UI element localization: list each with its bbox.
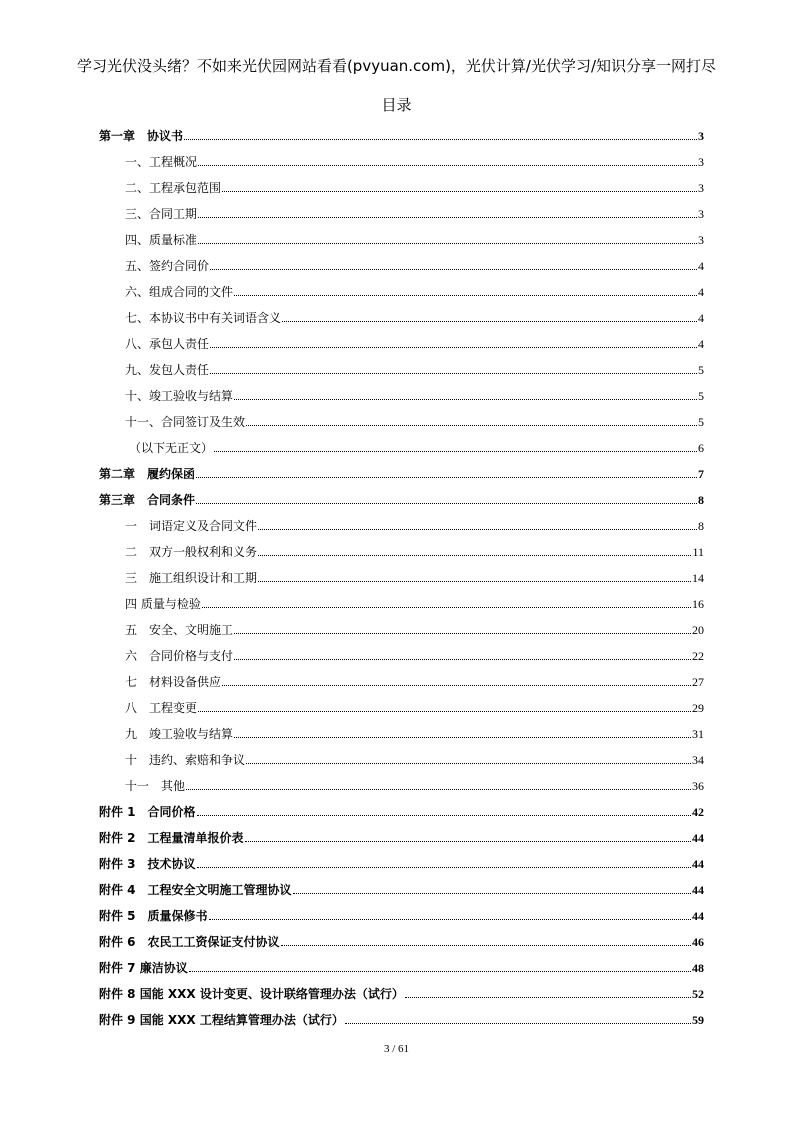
toc-dot-leader	[184, 138, 697, 140]
toc-entry-label: 三 施工组织设计和工期	[125, 571, 258, 585]
toc-entry-page: 48	[692, 961, 704, 975]
toc-entry[interactable]	[99, 559, 704, 585]
toc-dot-leader	[186, 788, 691, 790]
toc-entry-page: 11	[692, 545, 704, 559]
toc-entry-label: 六 合同价格与支付	[125, 649, 234, 663]
toc-entry[interactable]	[99, 611, 704, 637]
toc-entry-label: 七、本协议书中有关词语含义	[125, 311, 282, 325]
toc-dot-leader	[198, 164, 697, 166]
toc-dot-leader	[196, 476, 697, 478]
toc-entry-page: 34	[692, 753, 704, 767]
toc-entry-page: 59	[692, 1013, 704, 1027]
toc-entry-label: 四、质量标准	[125, 233, 198, 247]
toc-entry-label: 十一 其他	[125, 779, 186, 793]
table-of-contents	[99, 117, 704, 1027]
toc-dot-leader	[198, 216, 697, 218]
toc-entry-label: 附件 6 农民工工资保证支付协议	[99, 935, 280, 949]
toc-entry-page: 46	[692, 935, 704, 949]
toc-entry[interactable]	[99, 247, 704, 273]
toc-entry-label: 第一章 协议书	[99, 129, 184, 143]
toc-entry-label: 附件 7 廉洁协议	[99, 961, 188, 975]
toc-entry[interactable]	[99, 923, 704, 949]
toc-entry-page: 14	[692, 571, 704, 585]
toc-dot-leader	[222, 684, 691, 686]
toc-dot-leader	[210, 268, 697, 270]
toc-entry[interactable]	[99, 195, 704, 221]
toc-entry[interactable]	[99, 1001, 704, 1027]
toc-entry-label: 附件 3 技术协议	[99, 857, 196, 871]
toc-entry[interactable]	[99, 273, 704, 299]
toc-entry[interactable]	[99, 481, 704, 507]
toc-entry-page: 4	[698, 259, 704, 273]
toc-entry[interactable]	[99, 897, 704, 923]
toc-entry-page: 4	[698, 337, 704, 351]
toc-entry-page: 42	[692, 805, 704, 819]
toc-dot-leader	[222, 190, 697, 192]
toc-entry[interactable]	[99, 143, 704, 169]
toc-dot-leader	[209, 918, 691, 920]
toc-entry-label: 五、签约合同价	[125, 259, 210, 273]
toc-entry[interactable]	[99, 845, 704, 871]
toc-entry-label: 五 安全、文明施工	[125, 623, 234, 637]
toc-entry-label: 三、合同工期	[125, 207, 198, 221]
toc-dot-leader	[345, 1022, 691, 1024]
toc-entry-page: 5	[698, 389, 704, 403]
toc-entry-page: 22	[692, 649, 704, 663]
toc-entry[interactable]	[99, 221, 704, 247]
toc-entry-label: 十 违约、索赔和争议	[125, 753, 246, 767]
toc-entry-label: 附件 9 国能 XXX 工程结算管理办法（试行）	[99, 1013, 344, 1027]
toc-dot-leader	[197, 814, 691, 816]
toc-entry-page: 4	[698, 285, 704, 299]
toc-entry-page: 36	[692, 779, 704, 793]
toc-entry-page: 7	[698, 467, 704, 481]
toc-entry-label: 六、组成合同的文件	[125, 285, 234, 299]
toc-dot-leader	[189, 970, 691, 972]
toc-dot-leader	[234, 632, 691, 634]
toc-entry-label: 九 竣工验收与结算	[125, 727, 234, 741]
toc-entry-page: 3	[698, 233, 704, 247]
toc-entry[interactable]	[99, 949, 704, 975]
toc-dot-leader	[281, 944, 691, 946]
toc-entry[interactable]	[99, 793, 704, 819]
toc-dot-leader	[210, 372, 697, 374]
toc-dot-leader	[245, 840, 691, 842]
toc-entry-page: 3	[698, 155, 704, 169]
toc-entry-label: 附件 8 国能 XXX 设计变更、设计联络管理办法（试行）	[99, 987, 404, 1001]
toc-entry[interactable]	[99, 715, 704, 741]
toc-entry-label: 一、工程概况	[125, 155, 198, 169]
toc-entry-label: 八 工程变更	[125, 701, 198, 715]
toc-dot-leader	[198, 242, 697, 244]
toc-entry-page: 8	[698, 519, 704, 533]
toc-entry-label: 一 词语定义及合同文件	[125, 519, 258, 533]
toc-entry-label: 十、竣工验收与结算	[125, 389, 234, 403]
toc-dot-leader	[282, 320, 697, 322]
toc-entry[interactable]	[99, 169, 704, 195]
toc-entry[interactable]	[99, 377, 704, 403]
toc-entry[interactable]	[99, 455, 704, 481]
toc-entry-label: 九、发包人责任	[125, 363, 210, 377]
toc-entry-label: 第二章 履约保函	[99, 467, 196, 481]
toc-dot-leader	[246, 424, 697, 426]
toc-entry[interactable]	[99, 819, 704, 845]
toc-dot-leader	[202, 606, 691, 608]
toc-dot-leader	[258, 528, 697, 530]
toc-entry[interactable]	[99, 533, 704, 559]
toc-dot-leader	[258, 554, 691, 556]
toc-entry-page: 44	[692, 883, 704, 897]
toc-entry-label: （以下无正文）	[129, 441, 214, 455]
toc-dot-leader	[258, 580, 691, 582]
toc-entry[interactable]	[99, 689, 704, 715]
toc-entry[interactable]	[99, 117, 704, 143]
toc-entry-page: 44	[692, 831, 704, 845]
toc-entry-label: 附件 1 合同价格	[99, 805, 196, 819]
toc-entry[interactable]	[99, 325, 704, 351]
toc-dot-leader	[197, 866, 691, 868]
toc-entry-page: 31	[692, 727, 704, 741]
toc-entry[interactable]	[99, 637, 704, 663]
toc-entry-page: 44	[692, 857, 704, 871]
toc-entry-label: 附件 4 工程安全文明施工管理协议	[99, 883, 292, 897]
toc-dot-leader	[246, 762, 691, 764]
toc-entry-page: 29	[692, 701, 704, 715]
toc-entry-page: 3	[698, 181, 704, 195]
toc-entry-page: 44	[692, 909, 704, 923]
toc-entry[interactable]	[99, 585, 704, 611]
toc-entry[interactable]	[99, 663, 704, 689]
toc-dot-leader	[234, 398, 697, 400]
toc-entry-page: 16	[692, 597, 704, 611]
toc-dot-leader	[214, 450, 697, 452]
toc-entry-page: 6	[698, 441, 704, 455]
toc-entry-page: 52	[692, 987, 704, 1001]
toc-entry-label: 十一、合同签订及生效	[125, 415, 246, 429]
toc-entry-page: 5	[698, 363, 704, 377]
toc-entry-page: 20	[692, 623, 704, 637]
toc-dot-leader	[234, 294, 697, 296]
toc-entry[interactable]	[99, 871, 704, 897]
toc-entry-label: 二 双方一般权利和义务	[125, 545, 258, 559]
toc-entry-label: 第三章 合同条件	[99, 493, 196, 507]
header-banner: 学习光伏没头绪？不如来光伏园网站看看(pvyuan.com)，光伏计算/光伏学习/知识分享一网打尽	[76, 57, 717, 75]
toc-entry-label: 七 材料设备供应	[125, 675, 222, 689]
toc-entry[interactable]	[99, 429, 704, 455]
toc-entry-page: 5	[698, 415, 704, 429]
toc-entry-page: 3	[698, 129, 704, 143]
toc-entry[interactable]	[99, 507, 704, 533]
toc-entry-label: 二、工程承包范围	[125, 181, 222, 195]
toc-entry[interactable]	[99, 351, 704, 377]
toc-entry[interactable]	[99, 975, 704, 1001]
toc-dot-leader	[234, 658, 691, 660]
toc-entry-label: 附件 5 质量保修书	[99, 909, 208, 923]
toc-dot-leader	[293, 892, 691, 894]
toc-entry[interactable]	[99, 767, 704, 793]
page-number-footer: 3 / 61	[383, 1043, 410, 1055]
toc-entry-page: 27	[692, 675, 704, 689]
toc-entry-label: 附件 2 工程量清单报价表	[99, 831, 244, 845]
toc-entry-label: 四 质量与检验	[125, 597, 201, 611]
toc-title: 目录	[381, 96, 412, 114]
toc-entry-page: 8	[698, 493, 704, 507]
toc-entry-label: 八、承包人责任	[125, 337, 210, 351]
toc-entry[interactable]	[99, 403, 704, 429]
toc-dot-leader	[405, 996, 691, 998]
toc-dot-leader	[210, 346, 697, 348]
toc-dot-leader	[196, 502, 697, 504]
toc-entry-page: 3	[698, 207, 704, 221]
toc-dot-leader	[198, 710, 691, 712]
toc-dot-leader	[234, 736, 691, 738]
toc-entry-page: 4	[698, 311, 704, 325]
toc-entry[interactable]	[99, 299, 704, 325]
toc-entry[interactable]	[99, 741, 704, 767]
